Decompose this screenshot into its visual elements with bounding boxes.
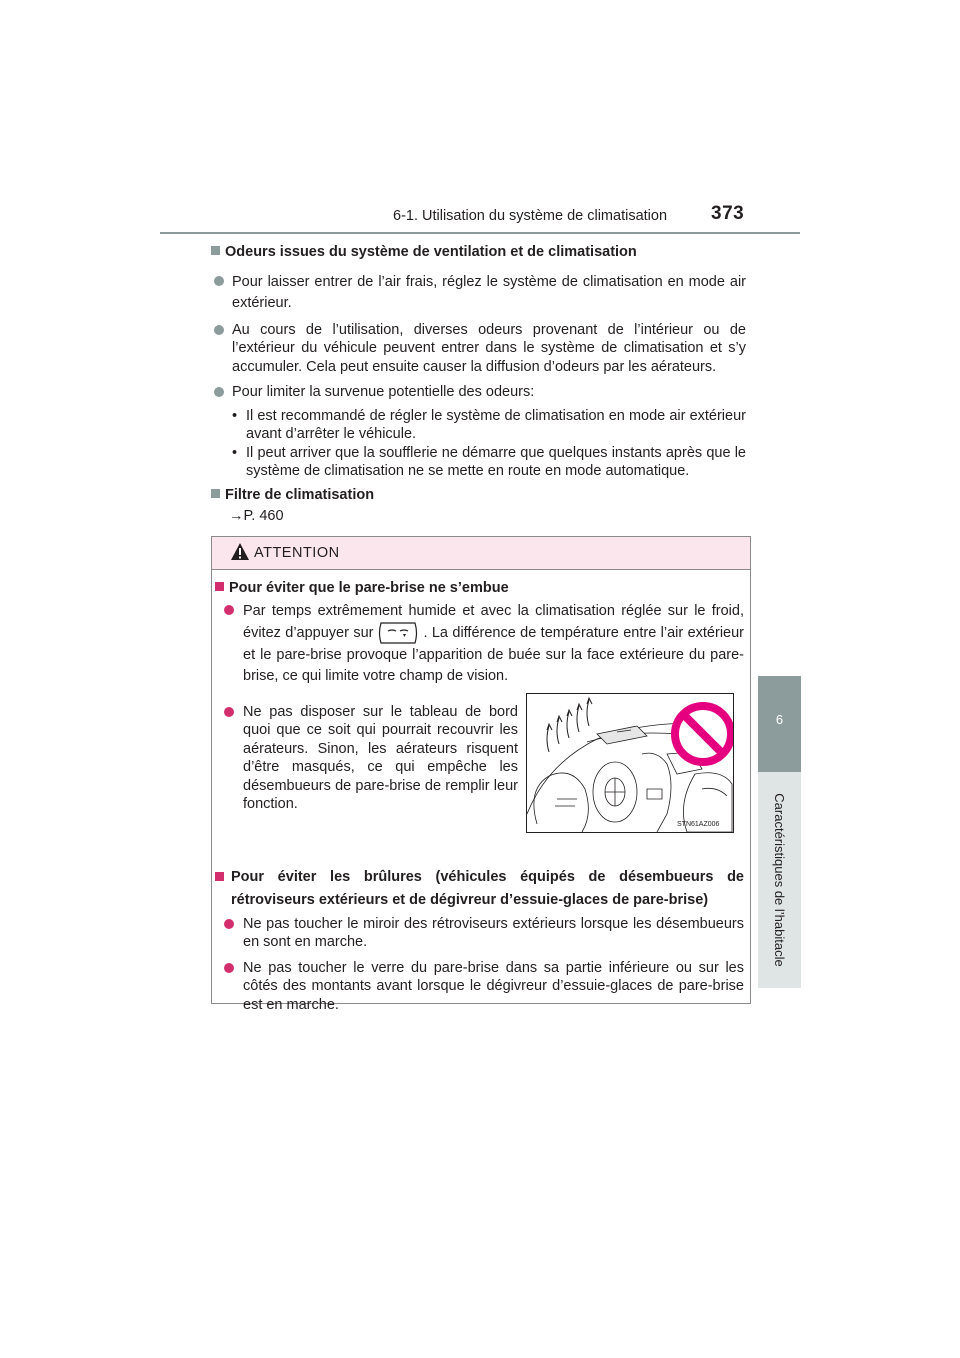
round-bullet-icon bbox=[214, 387, 224, 397]
section-heading-odors: Odeurs issues du système de ventilation et de climatisation bbox=[211, 243, 746, 262]
chapter-number: 6 bbox=[775, 712, 784, 727]
list-item: Par temps extrêmement humide et avec la climatisation réglée sur le froid, évitez d’appuyer sur . La différence de température entre l’air extérieur et le pare-brise provoque l’apparition de buée sur la face extérieure du pare-brise, ce qui limite votre champ de vision. bbox=[224, 601, 744, 688]
round-bullet-icon bbox=[224, 707, 234, 717]
prohibition-sign-icon bbox=[675, 706, 731, 762]
square-bullet-icon bbox=[215, 582, 224, 591]
section-heading-filter: Filtre de climatisation bbox=[211, 486, 746, 505]
sub-list-item: • Il est recommandé de régler le système de climatisation en mode air extérieur avant d’arrêter le véhicule. bbox=[232, 407, 746, 442]
page-reference-link[interactable]: →P. 460 bbox=[229, 508, 284, 524]
sub-list-item: • Il peut arriver que la soufflerie ne démarre que quelques instants après que le système de climatisation ne se mette en route en mode automatique. bbox=[232, 444, 746, 479]
round-bullet-icon bbox=[224, 605, 234, 615]
square-bullet-icon bbox=[211, 246, 220, 255]
attention-header bbox=[212, 537, 750, 570]
figure-code: STN61AZ006 bbox=[677, 821, 720, 828]
list-item: Ne pas disposer sur le tableau de bord quoi que ce soit qui pourrait recouvrir les aérateurs. Sinon, les aérateurs risquent d’être masqués, ce qui empêche les désembueurs de pare-brise de remplir leur fonction. bbox=[224, 703, 518, 814]
square-bullet-icon bbox=[215, 872, 224, 881]
attention-heading-burns: Pour éviter les brûlures (véhicules équipés de désembueurs de rétroviseurs extérieurs et de dégivreur d’essuie-glaces de pare-brise) bbox=[215, 866, 744, 912]
warning-triangle-icon bbox=[230, 542, 250, 561]
list-item: Pour limiter la survenue potentielle des odeurs: bbox=[214, 383, 746, 402]
round-bullet-icon bbox=[224, 919, 234, 929]
attention-title: ATTENTION bbox=[254, 545, 340, 561]
round-bullet-icon bbox=[224, 963, 234, 973]
attention-heading-fog: Pour éviter que le pare-brise ne s’embue bbox=[215, 579, 744, 598]
dashboard-vents-drawing bbox=[527, 694, 733, 832]
attention-box bbox=[211, 536, 751, 1013]
chapter-title: Caractéristiques de l’habitacle bbox=[772, 793, 787, 967]
section-title: 6-1. Utilisation du système de climatisation bbox=[393, 208, 668, 224]
round-bullet-icon bbox=[214, 325, 224, 335]
list-item: Pour laisser entrer de l’air frais, réglez le système de climatisation en mode air extérieur. bbox=[214, 272, 746, 314]
windshield-defroster-button-icon bbox=[377, 622, 419, 644]
main-content bbox=[211, 243, 746, 526]
list-item: Ne pas toucher le verre du pare-brise dans sa partie inférieure ou sur les côtés des montants avant lorsque le dégivreur d’essuie-glaces de pare-brise est en marche. bbox=[224, 959, 744, 1015]
page-number: 373 bbox=[711, 203, 745, 224]
dashboard-illustration bbox=[526, 693, 734, 833]
square-bullet-icon bbox=[211, 489, 220, 498]
round-bullet-icon bbox=[214, 276, 224, 286]
header-divider bbox=[160, 232, 800, 234]
list-item: Au cours de l’utilisation, diverses odeurs provenant de l’intérieur ou de l’extérieur du véhicule peuvent entrer dans le système de climatisation et s’y accumuler. Cela peut ensuite causer la diffusion d’odeurs par les aérateurs. bbox=[214, 321, 746, 377]
list-item: Ne pas toucher le miroir des rétroviseurs extérieurs lorsque les désembueurs en sont en marche. bbox=[224, 915, 744, 952]
